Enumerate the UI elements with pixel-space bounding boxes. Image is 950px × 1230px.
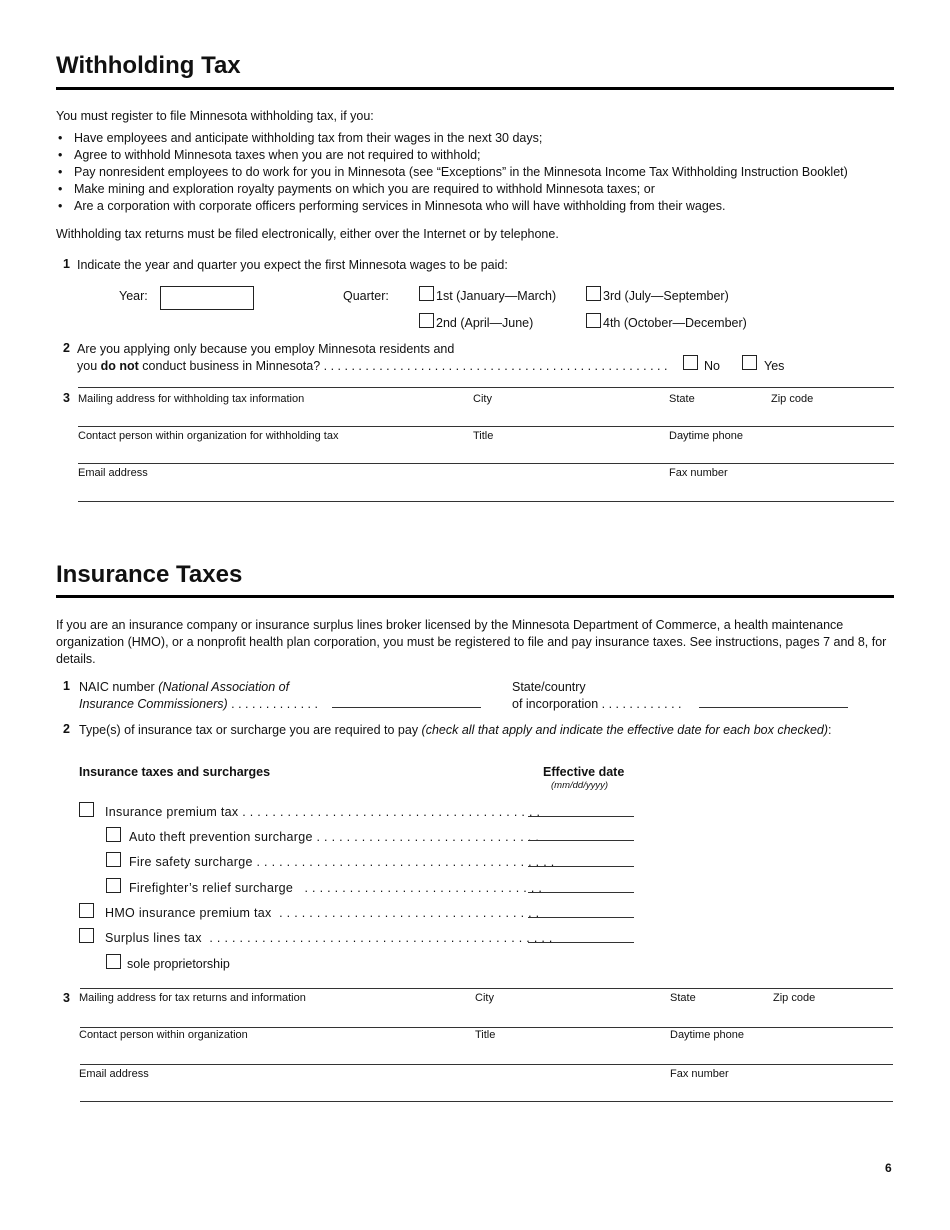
list-item: • Agree to withhold Minnesota taxes when you are not required to withhold; — [56, 147, 848, 164]
naic-number-field[interactable] — [332, 707, 481, 708]
insurance-premium-label: Insurance premium tax . . . . . . . . . . . . . . . . . . . . . . . . . . . . . . . . . . . . . . . . — [105, 805, 541, 819]
surplus-lines-date[interactable] — [528, 942, 634, 943]
naic-label-line1: NAIC number (National Association of — [79, 680, 290, 694]
divider — [80, 988, 893, 989]
insurance-column-header: Insurance taxes and surcharges — [79, 765, 271, 779]
withholding-intro: You must register to file Minnesota withholding tax, if you: — [56, 109, 374, 123]
date-format-hint: (mm/dd/yyyy) — [551, 780, 608, 791]
contact-person-field[interactable] — [80, 1064, 893, 1065]
naic-label-line2: Insurance Commissioners) . . . . . . . . . . . . . — [79, 697, 318, 711]
hmo-premium-label: HMO insurance premium tax . . . . . . . . . . . . . . . . . . . . . . . . . . . . . . . . . . . — [105, 906, 540, 920]
zip-label: Zip code — [773, 992, 816, 1004]
question-2-line2: you do not conduct business in Minnesota? . . . . . . . . . . . . . . . . . . . . . . . . . . . . . . . . . . . . . . . . . . . . . . . . . . — [77, 359, 668, 373]
year-label: Year: — [119, 289, 148, 303]
mailing-address-label: Mailing address for withholding tax information — [78, 393, 305, 405]
electronic-note: Withholding tax returns must be filed electronically, either over the Internet or by telephone. — [56, 227, 559, 241]
yes-label: Yes — [764, 359, 785, 373]
year-input[interactable] — [160, 286, 254, 310]
firefighter-relief-label: Firefighter’s relief surcharge . . . . . . . . . . . . . . . . . . . . . . . . . . . . . . . . — [129, 881, 543, 895]
no-checkbox[interactable] — [683, 355, 698, 370]
firefighter-relief-date[interactable] — [528, 892, 634, 893]
fire-safety-checkbox[interactable] — [106, 852, 121, 867]
incorporation-label: of incorporation . . . . . . . . . . . . — [512, 697, 682, 711]
mailing-address-label: Mailing address for tax returns and information — [79, 992, 306, 1004]
quarter-4-checkbox[interactable] — [586, 313, 601, 328]
email-label: Email address — [78, 467, 148, 479]
quarter-3-checkbox[interactable] — [586, 286, 601, 301]
auto-theft-checkbox[interactable] — [106, 827, 121, 842]
email-field[interactable] — [78, 501, 894, 502]
state-country-field[interactable] — [699, 707, 848, 708]
auto-theft-date[interactable] — [528, 840, 634, 841]
quarter-3-label: 3rd (July—September) — [603, 289, 729, 303]
list-item: • Pay nonresident employees to do work for you in Minnesota (see “Exceptions” in the Minnesota Income Tax Withholding Instruction Booklet) — [56, 164, 848, 181]
list-item: • Have employees and anticipate withholding tax from their wages in the next 30 days; — [56, 130, 848, 147]
insurance-premium-checkbox[interactable] — [79, 802, 94, 817]
insurance-title: Insurance Taxes — [56, 561, 243, 588]
state-label: State — [670, 992, 696, 1004]
contact-person-label: Contact person within organization for withholding tax — [78, 430, 339, 442]
state-country-label: State/country — [512, 680, 586, 694]
fax-label: Fax number — [670, 1068, 729, 1080]
quarter-label: Quarter: — [343, 289, 389, 303]
question-number: 3 — [63, 991, 70, 1005]
withholding-bullets — [56, 130, 848, 215]
firefighter-relief-checkbox[interactable] — [106, 878, 121, 893]
sole-proprietorship-checkbox[interactable] — [106, 954, 121, 969]
yes-checkbox[interactable] — [742, 355, 757, 370]
quarter-1-checkbox[interactable] — [419, 286, 434, 301]
email-field[interactable] — [80, 1101, 893, 1102]
fax-label: Fax number — [669, 467, 728, 479]
surplus-lines-label: Surplus lines tax . . . . . . . . . . . . . . . . . . . . . . . . . . . . . . . . . . . . . . . . . . . . . . — [105, 931, 553, 945]
no-label: No — [704, 359, 720, 373]
sole-proprietorship-label: sole proprietorship — [127, 957, 230, 971]
title-rule — [56, 595, 894, 598]
list-item: • Are a corporation with corporate officers performing services in Minnesota who will have withholding from their wages. — [56, 198, 848, 215]
daytime-phone-label: Daytime phone — [670, 1029, 744, 1041]
surplus-lines-checkbox[interactable] — [79, 928, 94, 943]
insurance-premium-date[interactable] — [528, 816, 634, 817]
hmo-premium-checkbox[interactable] — [79, 903, 94, 918]
email-label: Email address — [79, 1068, 149, 1080]
mailing-address-field[interactable] — [80, 1027, 893, 1028]
divider — [78, 387, 894, 388]
withholding-title: Withholding Tax — [56, 52, 241, 79]
title-label: Title — [475, 1029, 496, 1041]
quarter-1-label: 1st (January—March) — [436, 289, 557, 303]
state-label: State — [669, 393, 695, 405]
fire-safety-date[interactable] — [528, 866, 634, 867]
question-number: 3 — [63, 391, 70, 405]
quarter-2-label: 2nd (April—June) — [436, 316, 534, 330]
question-number: 2 — [63, 722, 70, 736]
daytime-phone-label: Daytime phone — [669, 430, 743, 442]
auto-theft-label: Auto theft prevention surcharge . . . . . . . . . . . . . . . . . . . . . . . . . . . . . . — [129, 830, 540, 844]
hmo-premium-date[interactable] — [528, 917, 634, 918]
city-label: City — [475, 992, 494, 1004]
quarter-2-checkbox[interactable] — [419, 313, 434, 328]
title-rule — [56, 87, 894, 90]
city-label: City — [473, 393, 492, 405]
question-2-text: Type(s) of insurance tax or surcharge you are required to pay (check all that apply and indicate the effective date for each box checked): — [79, 723, 832, 737]
insurance-intro: If you are an insurance company or insurance surplus lines broker licensed by the Minnesota Department of Commerce, a health maintenance organization (HMO), or a nonprofit health plan corporation, you must be registered to file and pay insurance taxes. See instructions, pages 7 and 8, for details. — [56, 618, 887, 666]
title-label: Title — [473, 430, 494, 442]
zip-label: Zip code — [771, 393, 814, 405]
question-number: 1 — [63, 679, 70, 693]
effective-date-header: Effective date — [543, 765, 625, 779]
mailing-address-field[interactable] — [78, 426, 894, 427]
question-1-text: Indicate the year and quarter you expect the first Minnesota wages to be paid: — [77, 258, 508, 272]
fire-safety-label: Fire safety surcharge . . . . . . . . . . . . . . . . . . . . . . . . . . . . . . . . . . . . . . . . — [129, 855, 555, 869]
page-number: 6 — [885, 1161, 892, 1175]
question-number: 2 — [63, 341, 70, 355]
list-item: • Make mining and exploration royalty payments on which you are required to withhold Minnesota taxes; or — [56, 181, 848, 198]
contact-person-field[interactable] — [78, 463, 894, 464]
question-2-line1: Are you applying only because you employ Minnesota residents and — [77, 342, 455, 356]
quarter-4-label: 4th (October—December) — [603, 316, 747, 330]
contact-person-label: Contact person within organization — [79, 1029, 248, 1041]
question-number: 1 — [63, 257, 70, 271]
